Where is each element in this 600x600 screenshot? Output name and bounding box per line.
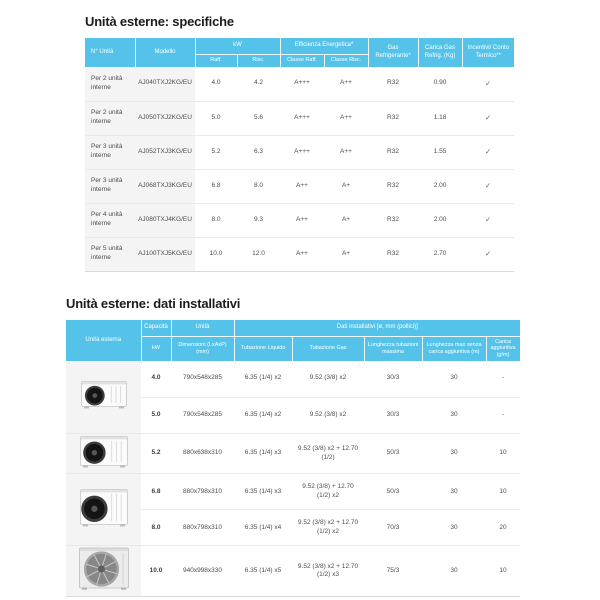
outdoor-unit-large-image bbox=[66, 474, 141, 546]
subheader-tubazione-gas: Tubazione Gas bbox=[292, 336, 364, 361]
install-cell: 6.35 (1/4) x4 bbox=[234, 510, 292, 546]
table-row bbox=[66, 546, 520, 597]
spec-cell: R32 bbox=[368, 101, 418, 135]
install-cell: 5.0 bbox=[141, 397, 171, 433]
header-gas-refrigerante: Gas Refrigerante* bbox=[368, 38, 418, 67]
spec-cell: Per 3 unità interne bbox=[85, 169, 135, 203]
table-row bbox=[85, 237, 514, 271]
table-row bbox=[85, 169, 514, 203]
subheader-carica-aggiuntiva: Carica aggiuntiva (g/m) bbox=[486, 336, 520, 361]
subheader-lunghezza-senza-carica: Lunghezza max senza carica aggiuntiva (m) bbox=[422, 336, 486, 361]
header-modello: Modello bbox=[135, 38, 195, 67]
header-dati-installativi-group: Dati installativi [ø, mm (pollici)] bbox=[234, 320, 520, 336]
outdoor-unit-xl-image bbox=[66, 546, 141, 597]
subheader-classe-risc: Classe Risc. bbox=[324, 54, 368, 67]
header-incentivi: Incentivi/ Conto Termico** bbox=[462, 38, 514, 67]
spec-cell: R32 bbox=[368, 67, 418, 101]
header-unita-esterna: Unità esterna bbox=[66, 320, 141, 361]
install-cell: 10 bbox=[486, 546, 520, 597]
spec-cell: A++ bbox=[324, 67, 368, 101]
install-cell: 30/3 bbox=[364, 397, 422, 433]
incentivi-check: ✓ bbox=[462, 67, 514, 101]
spec-cell: 5.6 bbox=[237, 101, 280, 135]
spec-cell: 8.0 bbox=[237, 169, 280, 203]
install-cell: 30 bbox=[422, 361, 486, 397]
table-row bbox=[85, 101, 514, 135]
specs-table bbox=[85, 38, 514, 272]
install-cell: 75/3 bbox=[364, 546, 422, 597]
spec-cell: Per 3 unità interne bbox=[85, 135, 135, 169]
spec-cell: A++ bbox=[324, 135, 368, 169]
spec-cell: A++ bbox=[280, 237, 324, 271]
outdoor-unit-large-icon bbox=[80, 488, 128, 528]
install-cell: 30/3 bbox=[364, 361, 422, 397]
spec-cell: AJ100TXJ5KG/EU bbox=[135, 237, 195, 271]
install-cell: 790x548x285 bbox=[171, 361, 234, 397]
spec-cell: A+ bbox=[324, 237, 368, 271]
spec-cell: AJ052TXJ3KG/EU bbox=[135, 135, 195, 169]
spec-cell: 6.3 bbox=[237, 135, 280, 169]
spec-cell: AJ068TXJ3KG/EU bbox=[135, 169, 195, 203]
specs-table-header bbox=[85, 38, 514, 67]
install-cell: 30 bbox=[422, 510, 486, 546]
install-cell: 70/3 bbox=[364, 510, 422, 546]
install-cell: 30 bbox=[422, 474, 486, 510]
spec-cell: 1.18 bbox=[418, 101, 462, 135]
table-row bbox=[66, 361, 520, 397]
subheader-tubazione-liquido: Tubazione Liquido bbox=[234, 336, 292, 361]
outdoor-unit-small-image bbox=[66, 361, 141, 433]
header-carica-gas: Carica Gas Refrig. (Kg) bbox=[418, 38, 462, 67]
install-section-title: Unità esterne: dati installativi bbox=[66, 296, 241, 311]
header-n-unita: N° Unità bbox=[85, 38, 135, 67]
header-capacita: Capacità bbox=[141, 320, 171, 336]
subheader-risc: Risc. bbox=[237, 54, 280, 67]
spec-cell: A+++ bbox=[280, 67, 324, 101]
outdoor-unit-xl-icon bbox=[79, 547, 129, 591]
header-row bbox=[66, 320, 520, 336]
specs-table-body bbox=[85, 67, 514, 271]
install-cell: 6.35 (1/4) x5 bbox=[234, 546, 292, 597]
install-cell: 10 bbox=[486, 474, 520, 510]
install-cell: 6.8 bbox=[141, 474, 171, 510]
spec-cell: 2.00 bbox=[418, 203, 462, 237]
install-cell: 30 bbox=[422, 433, 486, 474]
spec-cell: AJ080TXJ4KG/EU bbox=[135, 203, 195, 237]
spec-cell: Per 4 unità interne bbox=[85, 203, 135, 237]
spec-cell: R32 bbox=[368, 237, 418, 271]
spec-cell: 0.90 bbox=[418, 67, 462, 101]
spec-cell: Per 5 unità interne bbox=[85, 237, 135, 271]
spec-cell: A+++ bbox=[280, 101, 324, 135]
install-cell: - bbox=[486, 397, 520, 433]
install-cell: 6.35 (1/4) x2 bbox=[234, 361, 292, 397]
install-cell: 5.2 bbox=[141, 433, 171, 474]
install-cell: 30 bbox=[422, 397, 486, 433]
install-cell: 940x998x330 bbox=[171, 546, 234, 597]
table-row bbox=[85, 135, 514, 169]
install-cell: 9.52 (3/8) x2 + 12.70 (1/2) x2 bbox=[292, 510, 364, 546]
install-cell: 20 bbox=[486, 510, 520, 546]
install-cell: 8.0 bbox=[141, 510, 171, 546]
specs-section bbox=[85, 14, 514, 272]
outdoor-unit-small-icon bbox=[81, 380, 127, 410]
spec-cell: A+ bbox=[324, 203, 368, 237]
install-cell: 50/3 bbox=[364, 474, 422, 510]
header-kw-group: kW bbox=[195, 38, 280, 54]
subheader-kw: kW bbox=[141, 336, 171, 361]
install-table-body bbox=[66, 361, 520, 597]
spec-cell: R32 bbox=[368, 203, 418, 237]
spec-cell: 6.8 bbox=[195, 169, 237, 203]
spec-cell: AJ050TXJ2KG/EU bbox=[135, 101, 195, 135]
incentivi-check: ✓ bbox=[462, 203, 514, 237]
install-cell: 880x638x310 bbox=[171, 433, 234, 474]
table-row bbox=[66, 474, 520, 510]
spec-cell: 2.70 bbox=[418, 237, 462, 271]
install-cell: 50/3 bbox=[364, 433, 422, 474]
subheader-lunghezza-massima: Lunghezza tubazioni massima bbox=[364, 336, 422, 361]
install-cell: 9.52 (3/8) x2 + 12.70 (1/2) bbox=[292, 433, 364, 474]
spec-cell: 1.55 bbox=[418, 135, 462, 169]
subheader-classe-raff: Classe Raff. bbox=[280, 54, 324, 67]
install-cell: 9.52 (3/8) + 12.70 (1/2) x2 bbox=[292, 474, 364, 510]
spec-cell: 2.00 bbox=[418, 169, 462, 203]
incentivi-check: ✓ bbox=[462, 237, 514, 271]
install-cell: 30 bbox=[422, 546, 486, 597]
spec-cell: Per 2 unità interne bbox=[85, 67, 135, 101]
outdoor-unit-medium-image bbox=[66, 433, 141, 474]
spec-cell: A+ bbox=[324, 169, 368, 203]
spec-cell: R32 bbox=[368, 169, 418, 203]
header-unita: Unità bbox=[171, 320, 234, 336]
install-cell: 10 bbox=[486, 433, 520, 474]
subheader-dimensioni: Dimensioni (LxAxP)(mm) bbox=[171, 336, 234, 361]
install-cell: 9.52 (3/8) x2 bbox=[292, 397, 364, 433]
spec-cell: 8.0 bbox=[195, 203, 237, 237]
spec-cell: A++ bbox=[280, 169, 324, 203]
incentivi-check: ✓ bbox=[462, 101, 514, 135]
spec-cell: 4.0 bbox=[195, 67, 237, 101]
install-cell: 880x798x310 bbox=[171, 474, 234, 510]
install-table-header bbox=[66, 320, 520, 361]
table-row bbox=[85, 203, 514, 237]
install-cell: - bbox=[486, 361, 520, 397]
install-section bbox=[66, 296, 520, 597]
subheader-raff: Raff. bbox=[195, 54, 237, 67]
spec-cell: 9.3 bbox=[237, 203, 280, 237]
spec-cell: 5.2 bbox=[195, 135, 237, 169]
spec-cell: 10.0 bbox=[195, 237, 237, 271]
spec-cell: 4.2 bbox=[237, 67, 280, 101]
install-cell: 880x798x310 bbox=[171, 510, 234, 546]
install-cell: 790x548x285 bbox=[171, 397, 234, 433]
spec-cell: 12.0 bbox=[237, 237, 280, 271]
spec-cell: AJ040TXJ2KG/EU bbox=[135, 67, 195, 101]
spec-cell: Per 2 unità interne bbox=[85, 101, 135, 135]
install-cell: 10.0 bbox=[141, 546, 171, 597]
outdoor-unit-medium-icon bbox=[80, 435, 128, 469]
spec-cell: A++ bbox=[280, 203, 324, 237]
spec-cell: A+++ bbox=[280, 135, 324, 169]
table-row bbox=[85, 67, 514, 101]
install-cell: 6.35 (1/4) x3 bbox=[234, 433, 292, 474]
spec-cell: 5.0 bbox=[195, 101, 237, 135]
spec-cell: R32 bbox=[368, 135, 418, 169]
header-row bbox=[85, 38, 514, 54]
install-cell: 9.52 (3/8) x2 + 12.70 (1/2) x3 bbox=[292, 546, 364, 597]
incentivi-check: ✓ bbox=[462, 135, 514, 169]
install-cell: 6.35 (1/4) x2 bbox=[234, 397, 292, 433]
install-table bbox=[66, 320, 521, 597]
header-efficienza-group: Efficienza Energetica* bbox=[280, 38, 368, 54]
table-row bbox=[66, 433, 520, 474]
install-cell: 6.35 (1/4) x3 bbox=[234, 474, 292, 510]
install-cell: 9.52 (3/8) x2 bbox=[292, 361, 364, 397]
install-cell: 4.0 bbox=[141, 361, 171, 397]
spec-cell: A++ bbox=[324, 101, 368, 135]
specs-section-title: Unità esterne: specifiche bbox=[85, 14, 234, 29]
incentivi-check: ✓ bbox=[462, 169, 514, 203]
